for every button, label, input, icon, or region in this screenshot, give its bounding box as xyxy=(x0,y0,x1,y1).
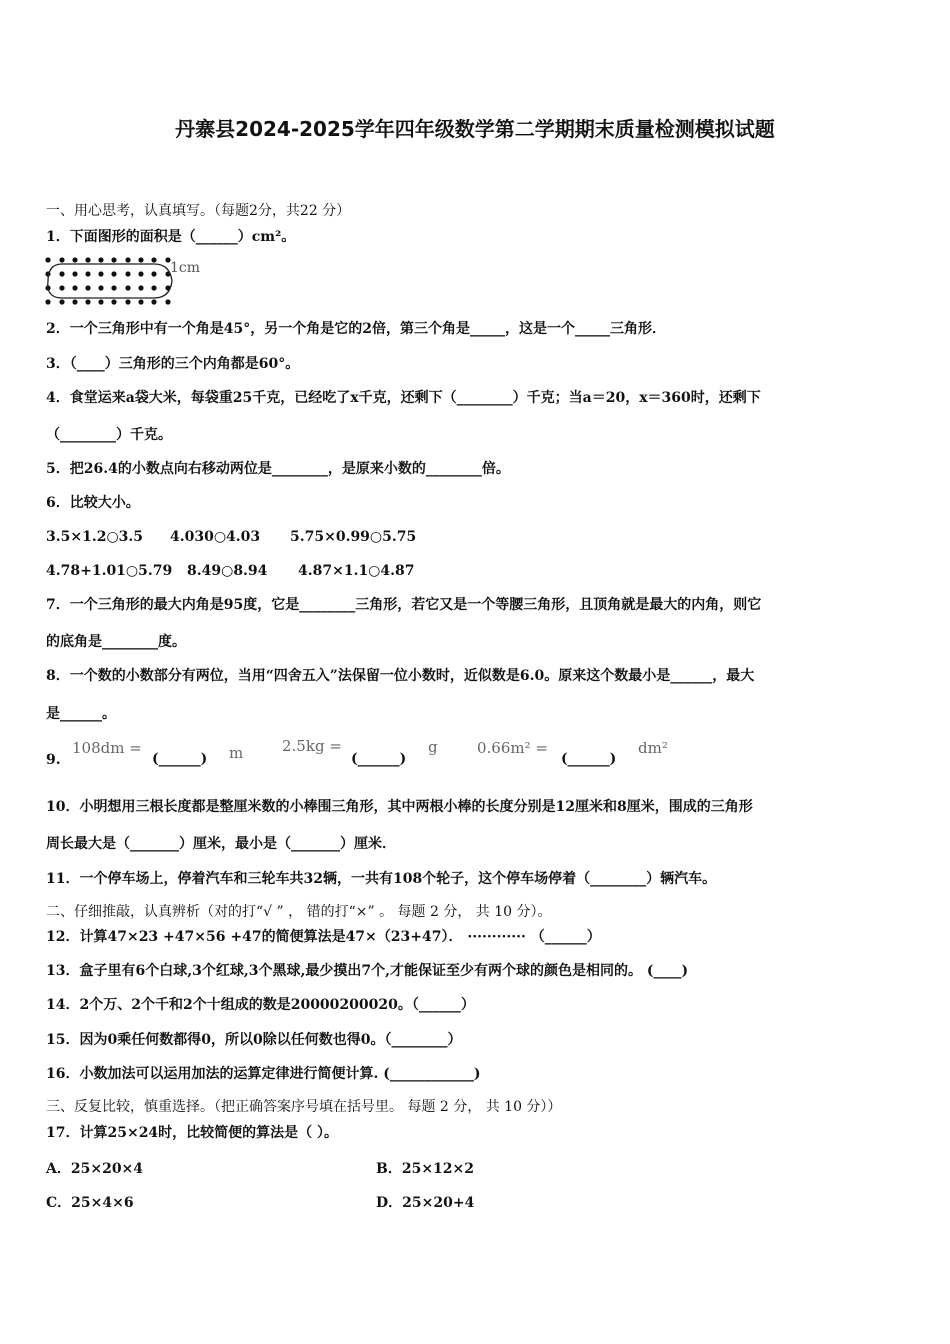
q9-answer-blank[interactable]: (______) xyxy=(561,751,617,767)
question-6: 6．比较大小。 xyxy=(46,495,140,511)
q9-answer-blank[interactable]: (______) xyxy=(351,751,407,767)
compare-item: 8.49○8.94 xyxy=(187,563,268,579)
compare-item: 5.75×0.99○5.75 xyxy=(290,529,417,545)
question-14: 14．2个万、2个千和2个十组成的数是20000200020。（______） xyxy=(46,997,475,1013)
q9-expression: 108dm = xyxy=(72,739,142,757)
q9-expression: 2.5kg = xyxy=(282,737,342,755)
question-12: 12．计算47×23 +47×56 +47的简便算法是47×（23+47）． ············ （______） xyxy=(46,929,601,945)
section-3-heading: 三、反复比较，慎重选择。（把正确答案序号填在括号里。 每题 2 分， 共 10 分）） xyxy=(46,1099,562,1115)
compare-item: 4.78+1.01○5.79 xyxy=(46,563,173,579)
page-title: 丹寨县2024-2025学年四年级数学第二学期期末质量检测模拟试题 xyxy=(175,117,775,141)
question-15: 15．因为0乘任何数都得0，所以0除以任何数也得0。（________） xyxy=(46,1032,462,1048)
question-7-line-1: 7．一个三角形的最大内角是95度，它是________三角形，若它又是一个等腰三角形，且顶角就是最大的内角，则它 xyxy=(46,597,762,613)
question-11: 11．一个停车场上，停着汽车和三轮车共32辆，一共有108个轮子，这个停车场停着（________）辆汽车。 xyxy=(46,871,717,887)
scale-label: 1cm xyxy=(170,260,201,276)
compare-item: 4.87×1.1○4.87 xyxy=(298,563,415,579)
question-13: 13．盒子里有6个白球,3个红球,3个黑球,最少摸出7个,才能保证至少有两个球的颜色是相同的。 (____) xyxy=(46,963,689,979)
question-8-line-2: 是______。 xyxy=(46,706,116,722)
question-1: 1．下面图形的面积是（______）cm²。 xyxy=(46,229,296,245)
option-c[interactable]: C．25×4×6 xyxy=(46,1195,134,1211)
question-2: 2．一个三角形中有一个角是45°，另一个角是它的2倍，第三个角是_____，这是一个_____三角形． xyxy=(46,321,666,337)
compare-item: 4.030○4.03 xyxy=(170,529,261,545)
question-3: 3．（____）三角形的三个内角都是60°。 xyxy=(46,356,300,372)
question-5: 5．把26.4的小数点向右移动两位是________，是原来小数的________倍。 xyxy=(46,461,510,477)
q9-unit: dm² xyxy=(638,739,668,757)
dot-grid-figure xyxy=(44,256,214,308)
q9-unit: g xyxy=(428,738,438,756)
figure-outline xyxy=(48,264,172,298)
question-4-line-2: （________）千克。 xyxy=(46,427,172,443)
question-16: 16．小数加法可以运用加法的运算定律进行简便计算. (____________) xyxy=(46,1066,481,1082)
question-17: 17．计算25×24时，比较简便的算法是（ ）。 xyxy=(46,1125,339,1141)
q9-answer-blank[interactable]: (______) xyxy=(152,751,208,767)
option-d[interactable]: D．25×20+4 xyxy=(376,1195,475,1211)
question-10-line-1: 10．小明想用三根长度都是整厘米数的小棒围三角形，其中两根小棒的长度分别是12厘米和8厘米，围成的三角形 xyxy=(46,799,753,815)
question-8-line-1: 8．一个数的小数部分有两位，当用“四舍五入”法保留一位小数时，近似数是6.0。原来这个数最小是______，最大 xyxy=(46,668,755,684)
question-9-number: 9. xyxy=(46,752,61,768)
question-4-line-1: 4．食堂运来a袋大米，每袋重25千克，已经吃了x千克，还剩下（________）千克；当a＝20，x＝360时，还剩下 xyxy=(46,390,761,406)
q9-expression: 0.66m² = xyxy=(477,739,548,757)
option-a[interactable]: A．25×20×4 xyxy=(46,1161,144,1177)
q9-unit: m xyxy=(229,744,244,762)
question-7-line-2: 的底角是________度。 xyxy=(46,634,186,650)
option-b[interactable]: B．25×12×2 xyxy=(376,1161,474,1177)
section-2-heading: 二、仔细推敲，认真辨析（对的打“√ ” ， 错的打“×” 。 每题 2 分， 共 10 分）。 xyxy=(46,904,552,920)
compare-item: 3.5×1.2○3.5 xyxy=(46,529,144,545)
question-10-line-2: 周长最大是（_______）厘米，最小是（_______）厘米． xyxy=(46,836,396,852)
section-1-heading: 一、用心思考，认真填写。（每题2分，共22 分） xyxy=(46,203,351,219)
